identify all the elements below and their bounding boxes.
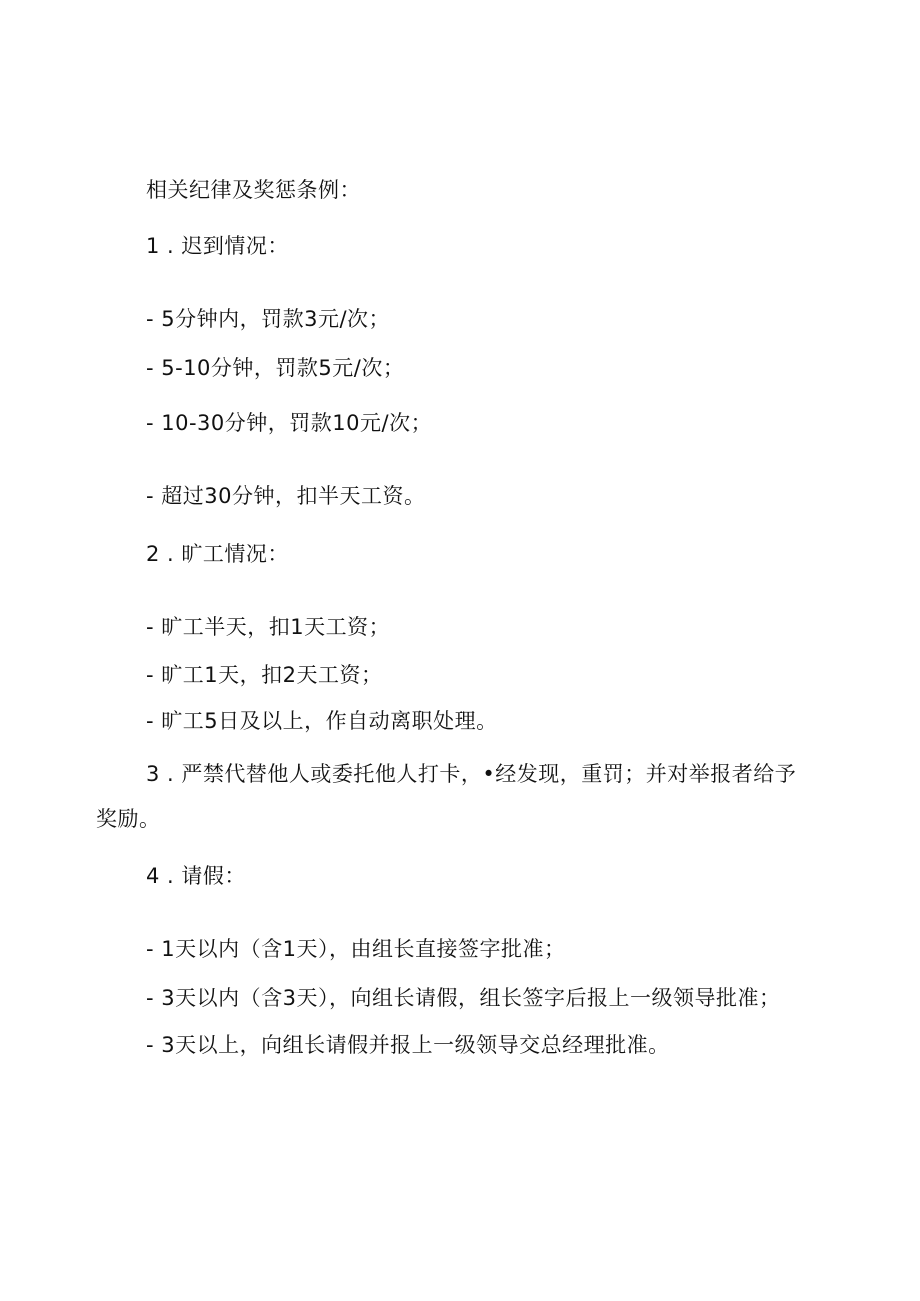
section4-item-1: - 1天以内（含1天），由组长直接签字批准； <box>146 937 566 961</box>
section4-heading: 4 . 请假： <box>146 864 246 888</box>
section2-item-2: - 旷工1天，扣2天工资； <box>146 663 383 687</box>
section1-heading: 1 . 迟到情况： <box>146 234 289 258</box>
section1-item-2: - 5-10分钟，罚款5元/次； <box>146 356 405 380</box>
section1-item-4: - 超过30分钟，扣半天工资。 <box>146 484 426 508</box>
section2-item-1: - 旷工半天，扣1天工资； <box>146 615 391 639</box>
section3-line-2: 奖励。 <box>96 807 161 831</box>
section2-heading: 2 . 旷工情况： <box>146 542 289 566</box>
section1-item-1: - 5分钟内，罚款3元/次； <box>146 307 391 331</box>
section3-line-1: 3 . 严禁代替他人或委托他人打卡，•经发现，重罚；并对举报者给予 <box>146 762 797 786</box>
section2-item-3: - 旷工5日及以上，作自动离职处理。 <box>146 709 498 733</box>
section4-item-3: - 3天以上，向组长请假并报上一级领导交总经理批准。 <box>146 1033 670 1057</box>
intro-heading: 相关纪律及奖惩条例： <box>146 178 361 202</box>
section4-item-2: - 3天以内（含3天），向组长请假，组长签字后报上一级领导批准； <box>146 986 781 1010</box>
section1-item-3: - 10-30分钟，罚款10元/次； <box>146 411 433 435</box>
